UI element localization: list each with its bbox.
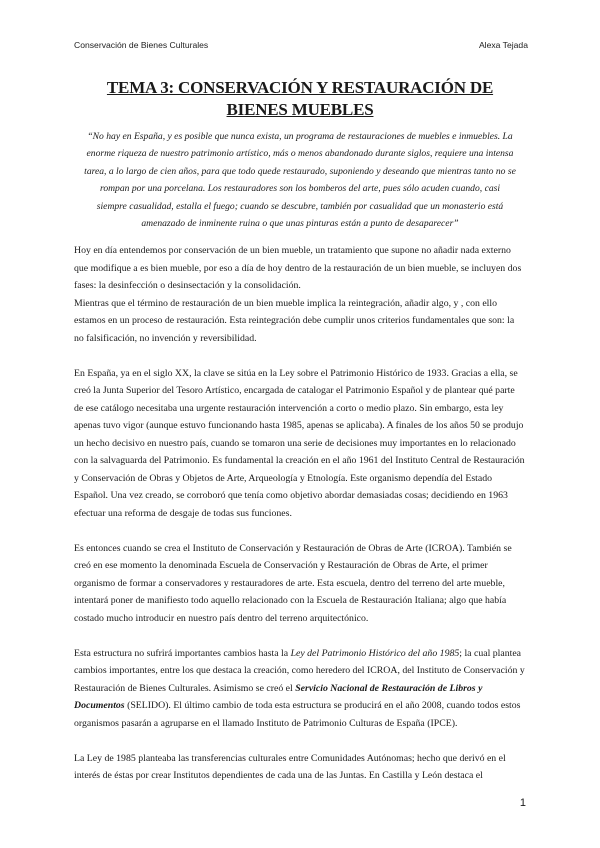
- p5-text-a: Esta estructura no sufrirá importantes cambios hasta la: [74, 647, 291, 659]
- page-title: [80, 77, 520, 121]
- paragraph-spain-history: En España, ya en el siglo XX, la clave se sitúa en la Ley sobre el Patrimonio Histórico de 1933. Gracias a ella, se creó la Junta Superior del Tesoro Artístico, encargada de catalogar el Patrimonio Español y de plantear qué parte de ese catálogo necesitaba una urgente restauración intervención a corto o medio plazo. Sin embargo, esta ley apenas tuvo vigor (aunque estuvo funcionando hasta 1985, apenas se aplicaba). A finales de los años 50 se produjo un hecho decisivo en nuestro país, cuando se tomaron una serie de decisiones muy importantes en lo relacionado con la salvaguarda del Patrimonio. Es fundamental la creación en el año 1961 del Instituto Central de Restauración y Conservación de Obras y Objetos de Arte, Arqueología y Etnología. Este organismo dependía del Estado Español. Una vez creado, se corroboró que tenía como objetivo abordar demasiadas cosas; decidiendo en 1963 efectuar una reforma de desgaje de todas sus funciones.: [74, 367, 525, 519]
- title-line-1: TEMA 3: CONSERVACIÓN Y RESTAURACIÓN DE: [106, 78, 494, 97]
- paragraph-transfers: La Ley de 1985 planteaba las transferencias culturales entre Comunidades Autónomas; hecho que derivó en el interés de éstas por crear Institutos dependientes de cada una de las Juntas. En Castilla y León destaca el: [74, 752, 506, 781]
- page-number: 1: [519, 797, 526, 809]
- document-body: [74, 242, 526, 802]
- selido-reference: Servicio Nacional de Restauración de Libros y Documentos: [74, 682, 483, 711]
- p5-text-c: (SELIDO). El último cambio de toda esta estructura se producirá en el año 2008, cuando todos estos organismos pasarán a agruparse en el llamado Instituto de Patrimonio Culturas de España (IPCE).: [74, 700, 521, 729]
- paragraph-law-1985: [74, 645, 526, 733]
- page-header: [74, 40, 528, 50]
- paragraph-icroa: Es entonces cuando se crea el Instituto de Conservación y Restauración de Obras de Arte (ICROA). También se creó en ese momento la denominada Escuela de Conservación y Restauración de Obras de Arte, el primer organismo de formar a conservadores y restauradores de arte. Esta escuela, dentro del terreno del arte mueble, intentará poner de manifiesto todo aquello relacionado con la Escuela de Restauración Italiana; algo que había costado mucho introducir en nuestro país dentro del terreno arquitectónico.: [74, 542, 512, 624]
- header-author: Alexa Tejada: [478, 40, 528, 50]
- epigraph-quote: “No hay en España, y es posible que nunca exista, un programa de restauraciones de muebles e inmuebles. La enorme riqueza de nuestro patrimonio artístico, más o menos abandonado durante siglos, requiere una intensa tarea, a lo largo de cien años, para que todo quede restaurado, suponiendo y deseando que mientras tanto no se rompan por una porcelana. Los restauradores son los bomberos del arte, pues sólo acuden cuando, casi siempre casualidad, estalla el fuego; cuando se descubre, también por casualidad que un monasterio está amenazado de inminente ruina o que unas pinturas están a punto de desaparecer”: [84, 131, 516, 230]
- header-course-title: Conservación de Bienes Culturales: [74, 40, 209, 50]
- p5-text-b: ; la cual plantea cambios importantes, entre los que destaca la creación, como heredero del ICROA, del Instituto de Conservación y Restauración de Bienes Culturales. Asimismo se creó el: [74, 647, 525, 694]
- title-line-2: BIENES MUEBLES: [226, 100, 374, 119]
- law-reference: Ley del Patrimonio Histórico del año 1985: [290, 647, 460, 659]
- paragraph-restoration: Mientras que el término de restauración de un bien mueble implica la reintegración, añadir algo, y , con ello estamos en un proceso de restauración. Esta reintegración debe cumplir unos criterios fundamentales que son: la no falsificación, no invención y reversibilidad.: [74, 297, 515, 344]
- paragraph-conservation: Hoy en día entendemos por conservación de un bien mueble, un tratamiento que supone no añadir nada externo que modifique a es bien mueble, por eso a día de hoy dentro de la restauración de un bien mueble, se incluyen dos fases: la desinfección o desinsectación y la consolidación.: [74, 245, 522, 291]
